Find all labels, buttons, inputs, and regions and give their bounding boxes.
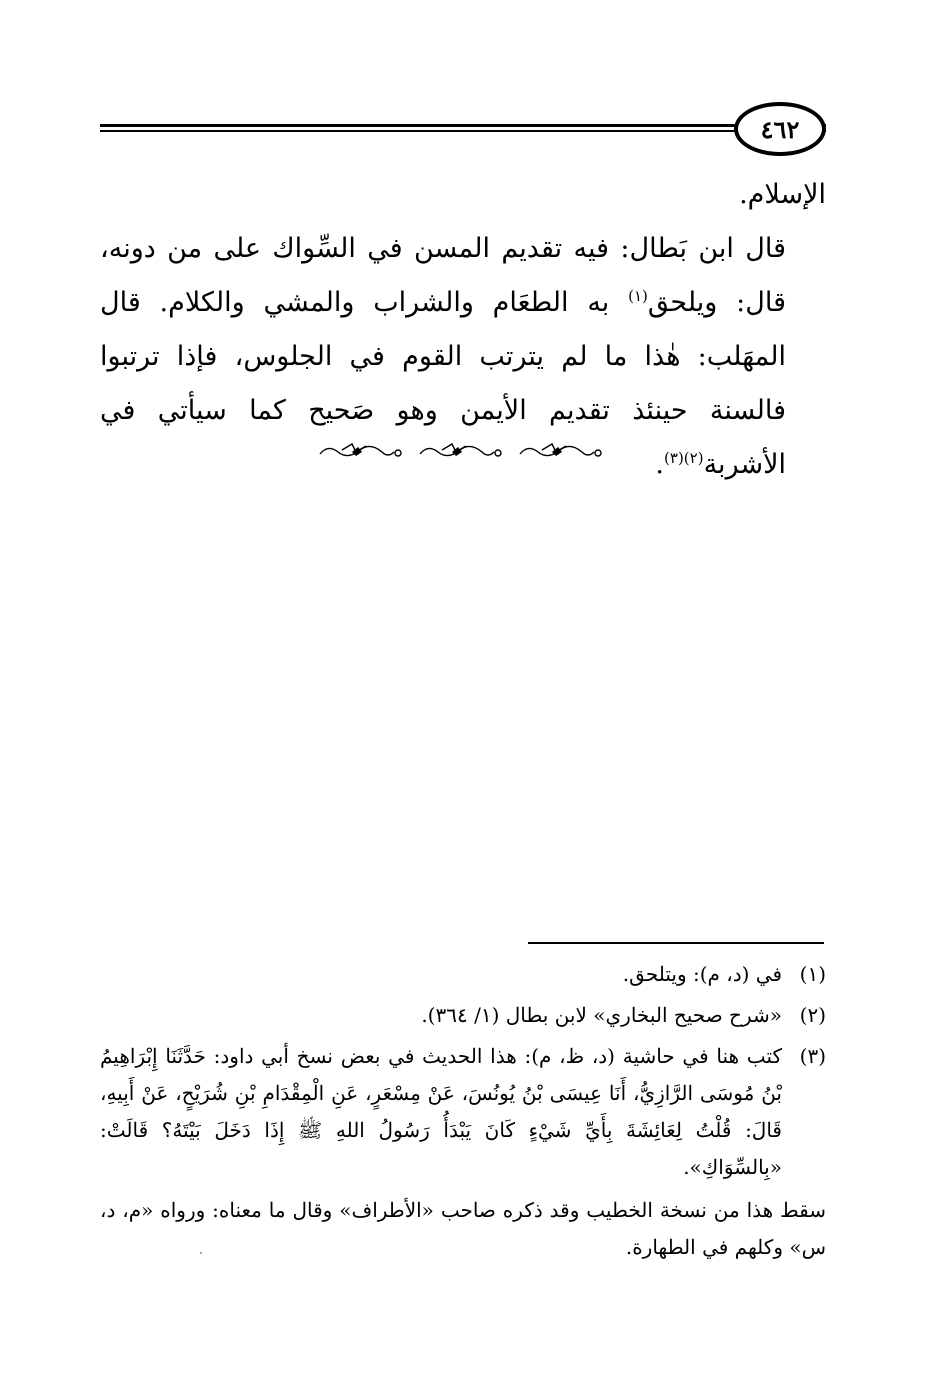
footnote-number: (١): [799, 962, 826, 986]
footnote-number: (٣): [799, 1044, 826, 1068]
footnote-ref-2-3[interactable]: (٢)(٣): [664, 449, 704, 467]
footnote-3: [100, 1038, 826, 1186]
footnote-3-continuation: سقط هذا من نسخة الخطيب وقد ذكره صاحب «الأطراف» وقال ما معناه: ورواه «م، د، س» وكلهم في الطهارة.: [100, 1198, 826, 1259]
footnote-text: «شرح صحيح البخاري» لابن بطال (١/ ٣٦٤).: [421, 1003, 782, 1027]
paragraph-2-end: .: [655, 449, 665, 480]
paragraph-1: الإسلام.: [739, 179, 826, 210]
footnote-text: في (د، م): ويتلحق.: [622, 962, 782, 986]
ornament-divider: [312, 440, 616, 466]
footnotes: [100, 956, 826, 1266]
scan-speck: [200, 1252, 202, 1254]
footnote-2: [100, 997, 826, 1034]
footnote-text: كتب هنا في حاشية (د، ظ، م): هذا الحديث في بعض نسخ أبي داود: حَدَّثَنَا إِبْرَاهِيمُ بْنُ مُوسَى الرَّازِيُّ، أَنَا عِيسَى بْنُ يُونُسَ، عَنْ مِسْعَرٍ، عَنِ الْمِقْدَامِ بْنِ شُرَيْحٍ، عَنْ أَبِيهِ، قَالَ: قُلْتُ لِعَائِشَةَ بِأَيِّ شَيْءٍ كَانَ يَبْدَأُ رَسُولُ اللهِ ﷺ إِذَا دَخَلَ بَيْتَهُ؟ قَالَتْ: «بِالسِّوَاكِ».: [100, 1044, 782, 1179]
header-rule: [100, 124, 826, 134]
footnote-ref-1[interactable]: (١): [628, 287, 648, 305]
footnote-1: [100, 956, 826, 993]
footnote-number: (٢): [799, 1003, 826, 1027]
paragraph-2-text-2: به الطعَام والشراب والمشي والكلام. قال المهَلب: هٰذا ما لم يترتب القوم في الجلوس، فإذا ترتبوا فالسنة حينئذ تقديم الأيمن وهو صَحيح كما سيأتي في الأشربة: [100, 287, 786, 480]
page-header: [100, 98, 826, 160]
paragraph-2-text-1: قال ابن بَطال: فيه تقديم المسن في السِّواك على من دونه، قال: ويلحق: [100, 233, 786, 318]
footnote-separator: [528, 942, 824, 944]
page-number: ٤٦٢: [734, 102, 826, 156]
